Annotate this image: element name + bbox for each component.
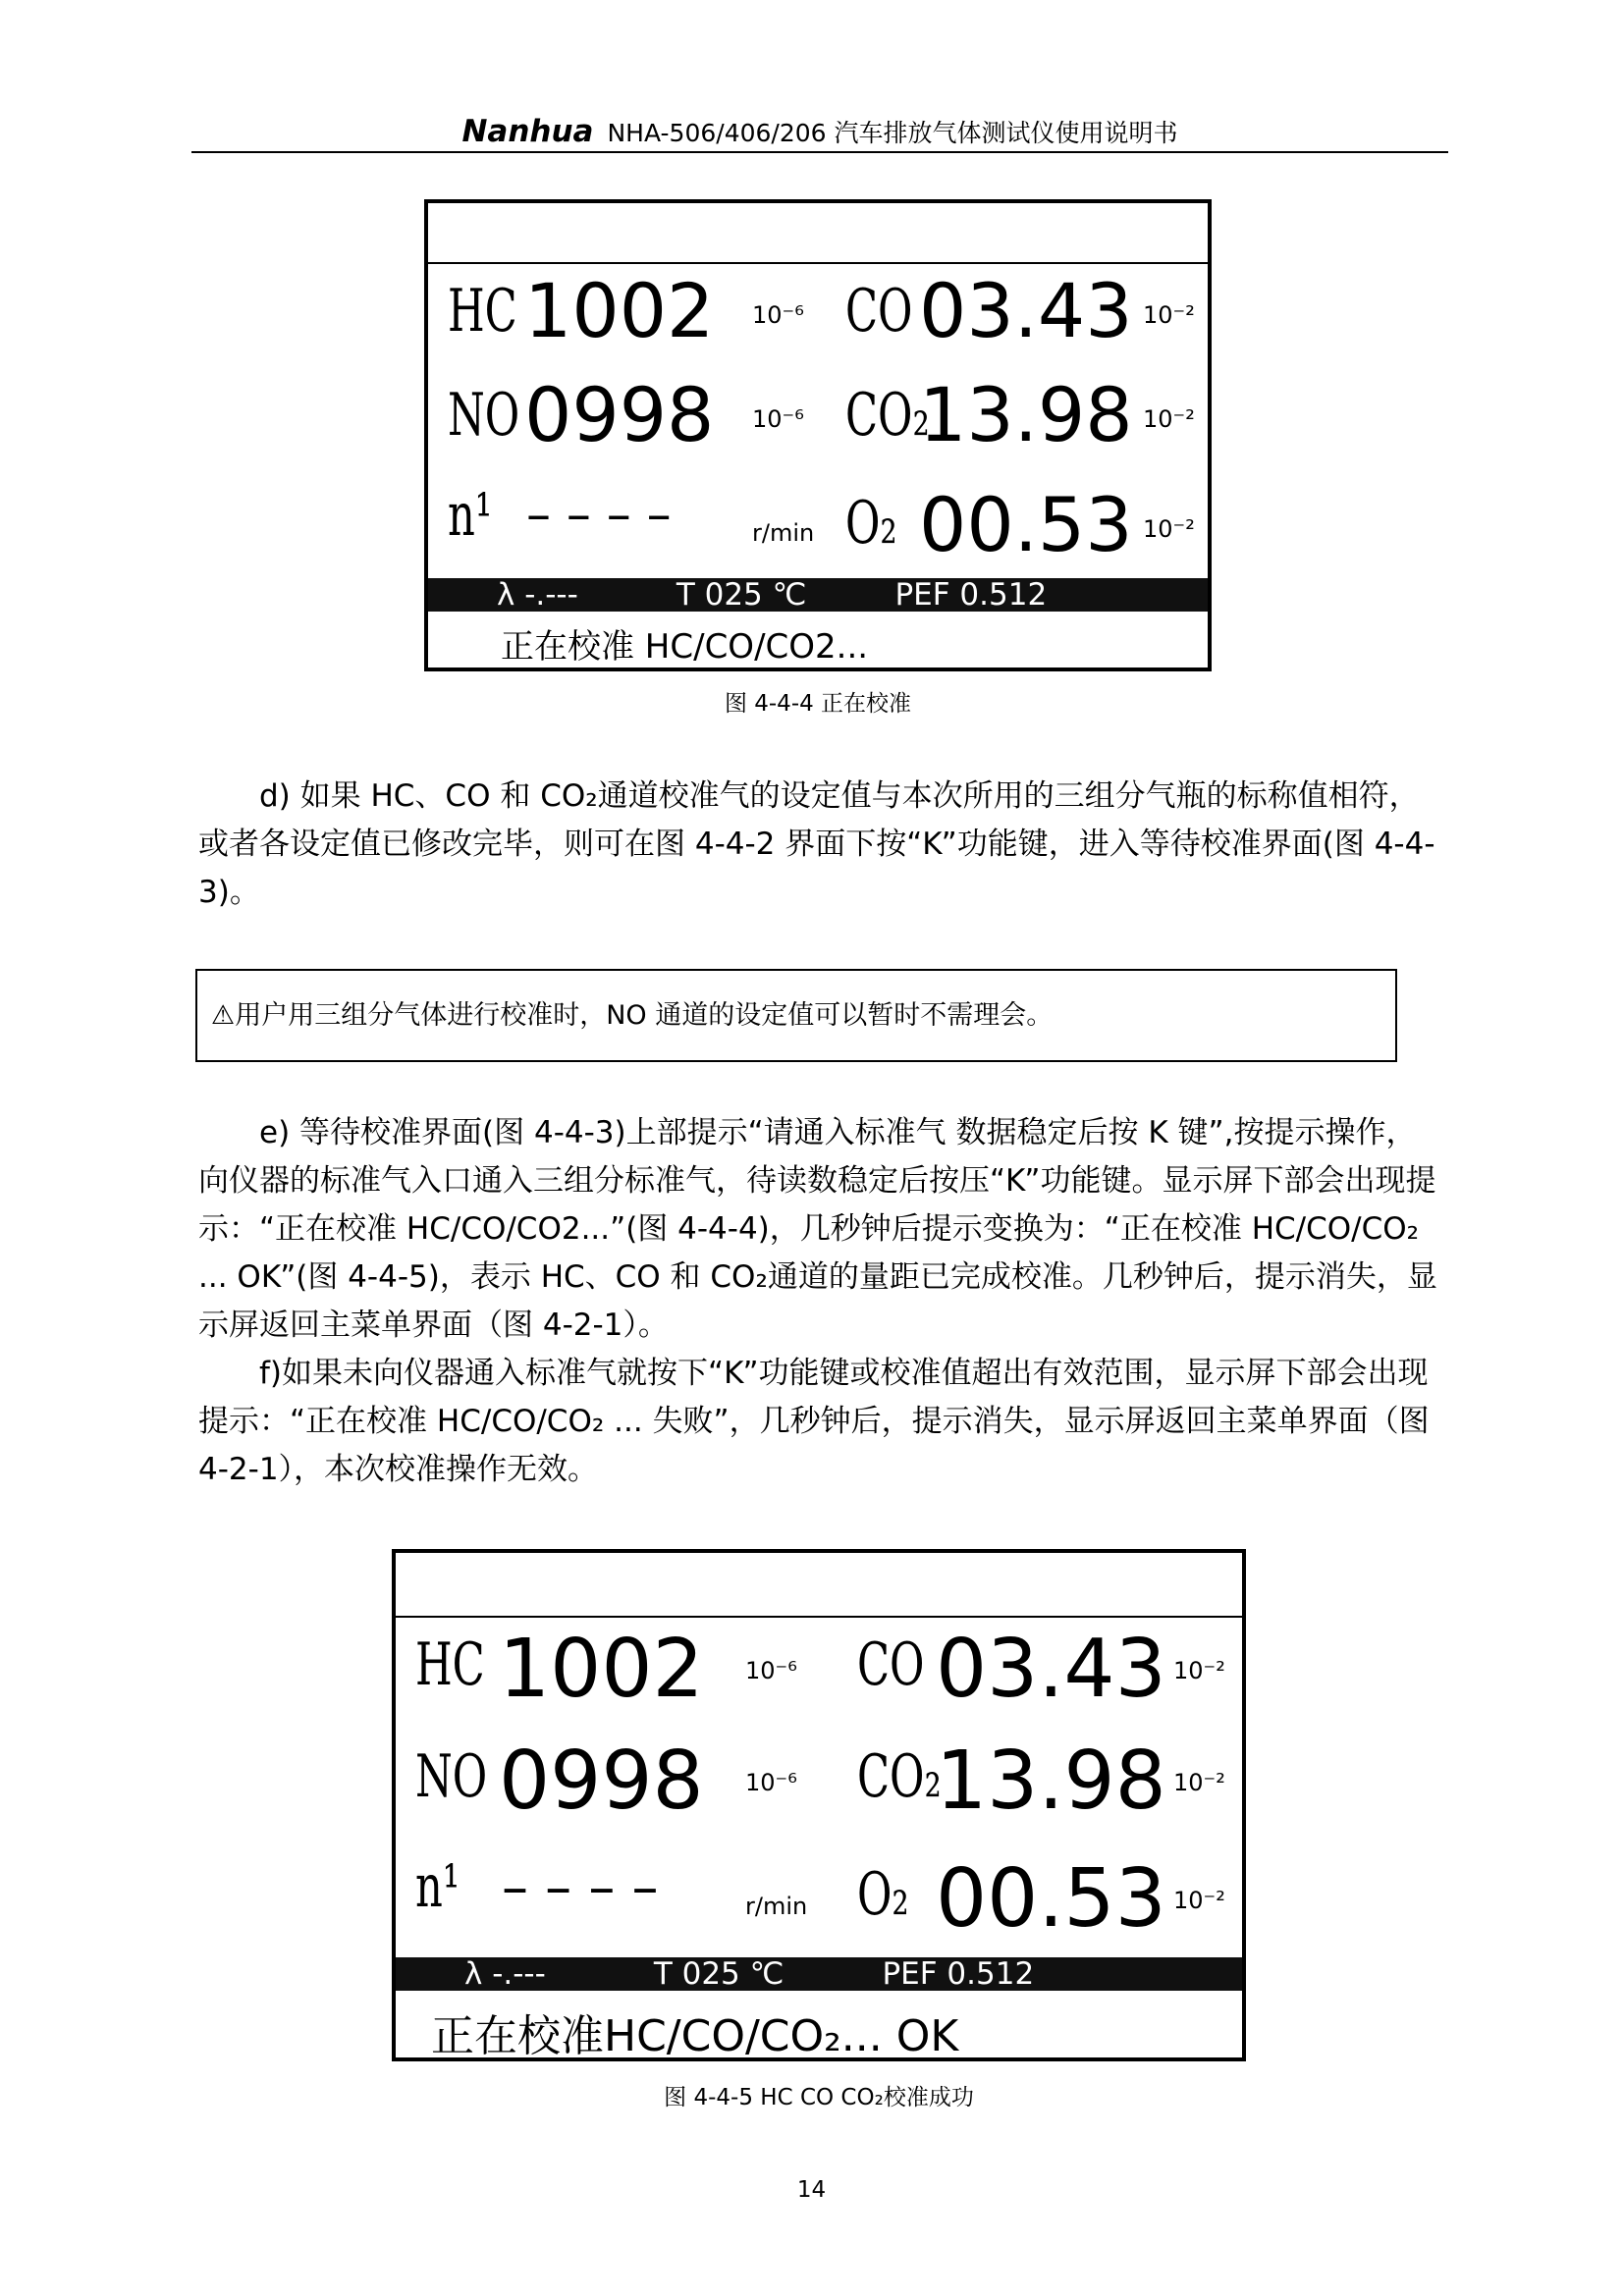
value-co: 03.43 (919, 267, 1133, 354)
page-number: 14 (796, 2177, 827, 2203)
lcd-figure-2 (392, 1549, 1246, 2061)
unit: r/min (745, 1893, 808, 1920)
value-rpm: – – – – (502, 1856, 659, 1918)
value-co: 03.43 (936, 1623, 1166, 1716)
unit: 10⁻² (1143, 405, 1195, 433)
label-rpm: n¹ (448, 481, 493, 550)
manual-title: NHA-506/406/206 汽车排放气体测试仪使用说明书 (607, 119, 1178, 147)
figure-caption: 图 4-4-5 HC CO CO₂校准成功 (664, 2085, 974, 2110)
label-no: NO (448, 381, 520, 450)
label-no: NO (415, 1742, 488, 1811)
lcd-status: 正在校准 HC/CO/CO2... (501, 627, 869, 667)
unit: 10⁻⁶ (745, 1769, 797, 1796)
value-rpm: – – – – (526, 486, 672, 543)
unit: 10⁻² (1173, 1887, 1225, 1914)
label-co: CO (845, 277, 913, 346)
value-no: 0998 (499, 1735, 704, 1828)
label-co2: CO₂ (845, 381, 930, 450)
value-co2: 13.98 (936, 1735, 1166, 1828)
page-header (191, 114, 1448, 153)
value-o2: 00.53 (936, 1852, 1166, 1946)
label-o2: O₂ (857, 1860, 909, 1929)
label-o2: O₂ (845, 489, 897, 558)
unit: r/min (752, 519, 815, 547)
paragraph-d: d) 如果 HC、CO 和 CO₂通道校准气的设定值与本次所用的三组分气瓶的标称值相符，或者各设定值已修改完毕，则可在图 4-4-2 界面下按“K”功能键，进入等待校准界面(图 4-4-3)。 (198, 778, 1435, 910)
status-bar: λ -.--- T 025 ℃ PEF 0.512 (396, 1957, 1242, 1991)
unit: 10⁻² (1173, 1769, 1225, 1796)
value-o2: 00.53 (919, 481, 1133, 568)
note-box: ⚠用户用三组分气体进行校准时，NO 通道的设定值可以暂时不需理会。 (195, 969, 1397, 1062)
status-bar: λ -.--- T 025 ℃ PEF 0.512 (428, 578, 1208, 612)
label-hc: HC (415, 1630, 485, 1699)
value-hc: 1002 (499, 1623, 704, 1716)
unit: 10⁻⁶ (752, 405, 804, 433)
value-no: 0998 (524, 371, 715, 458)
label-co: CO (857, 1630, 925, 1699)
unit: 10⁻² (1143, 301, 1195, 329)
lcd-status: 正在校准HC/CO/CO₂... OK (431, 2011, 959, 2061)
lcd-figure-1 (424, 199, 1212, 671)
label-rpm: n¹ (415, 1852, 460, 1921)
unit: 10⁻² (1143, 515, 1195, 543)
value-hc: 1002 (524, 267, 715, 354)
unit: 10⁻⁶ (752, 301, 804, 329)
label-hc: HC (448, 277, 517, 346)
brand-logo: Nanhua (461, 114, 594, 149)
value-co2: 13.98 (919, 371, 1133, 458)
paragraph-e: e) 等待校准界面(图 4-4-3)上部提示“请通入标准气 数据稳定后按 K 键”,按提示操作，向仪器的标准气入口通入三组分标准气，待读数稳定后按压“K”功能键。显示屏下部会出现提示：“正在校准 HC/CO/CO2...”(图 4-4-4)，几秒钟后提示变换为：“正在校准 HC/CO/CO₂ ... OK”(图 4-4-5)，表示 HC、CO 和 CO₂通道的量距已完成校准。几秒钟后，提示消失，显示屏返回主菜单界面（图 4-2-1）。 (198, 1115, 1437, 1343)
figure-caption: 图 4-4-4 正在校准 (724, 691, 912, 717)
unit: 10⁻² (1173, 1657, 1225, 1684)
unit: 10⁻⁶ (745, 1657, 797, 1684)
paragraph-f: f)如果未向仪器通入标准气就按下“K”功能键或校准值超出有效范围，显示屏下部会出现提示：“正在校准 HC/CO/CO₂ ... 失败”，几秒钟后，提示消失，显示屏返回主菜单界面（图 4-2-1），本次校准操作无效。 (198, 1356, 1430, 1487)
label-co2: CO₂ (857, 1742, 942, 1811)
